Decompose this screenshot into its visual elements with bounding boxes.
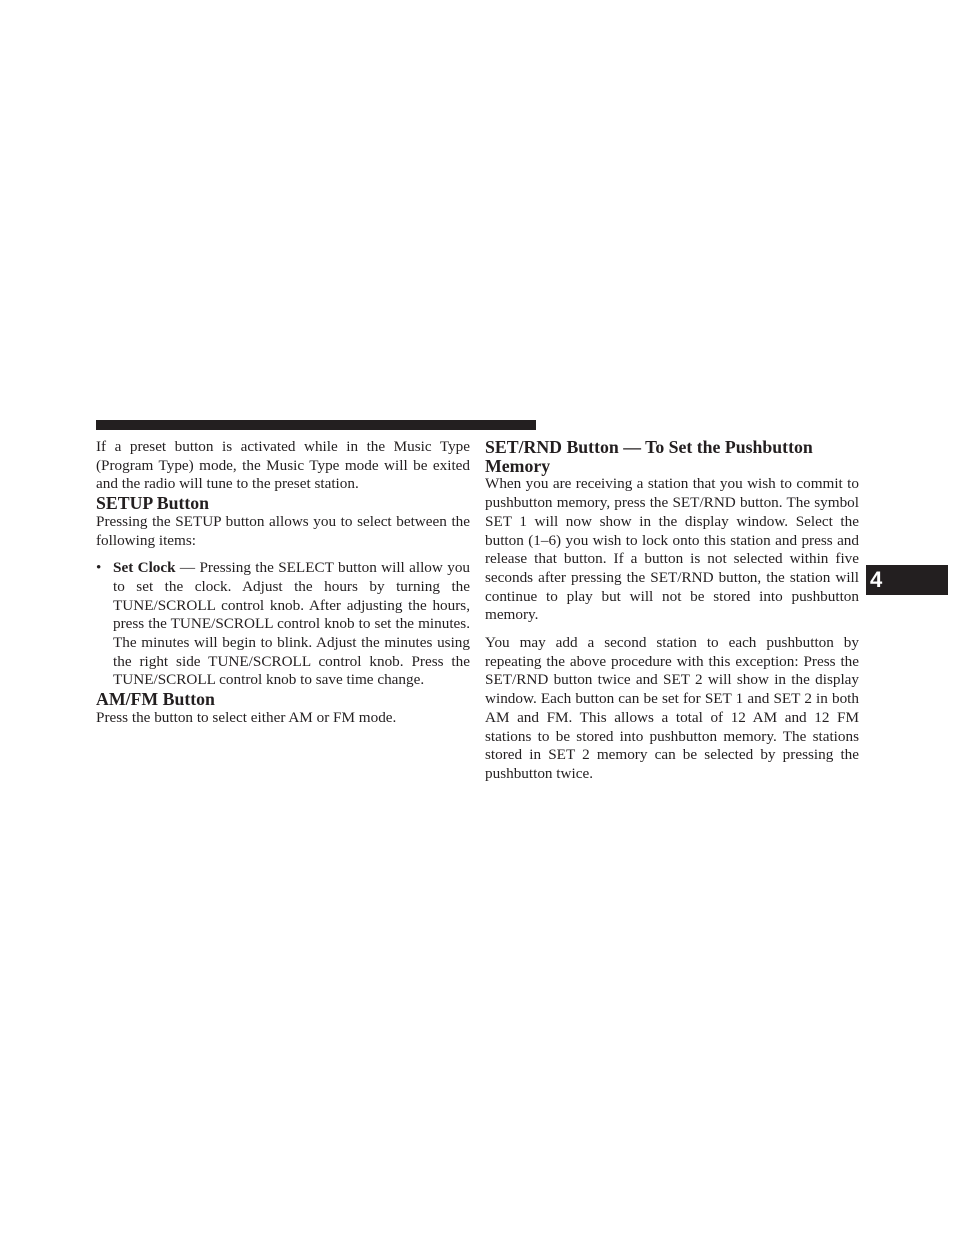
chapter-tab: 4 — [866, 565, 948, 595]
amfm-button-paragraph: Press the button to select either AM or FM mode. — [96, 708, 397, 726]
bullet-icon: • — [96, 559, 102, 577]
setrnd-paragraph-2: You may add a second station to each pushbutton by repeating the above procedure with this exception: Press the SET/RND button twice and SET 2 will show in the display window. Each button can be set for SET 1 and SET 2 in both AM and FM. This allows a total of 12 AM and 12 FM stations to be stored into pushbutton memory. The stations stored in SET 2 memory can be selected by pressing the pushbutton twice. — [485, 634, 859, 782]
setrnd-button-heading: SET/RND Button — To Set the Pushbutton Memory — [485, 437, 813, 476]
left-column — [96, 438, 470, 728]
setup-button-paragraph: Pressing the SETUP button allows you to select between the following items: — [96, 512, 470, 549]
set-clock-description: — Pressing the SELECT button will allow you to set the clock. Adjust the hours by turning the TUNE/SCROLL control knob. After adjusting the hours, press the TUNE/SCROLL control knob to set the minutes. The minutes will begin to blink. Adjust the minutes using the right side TUNE/SCROLL control knob. Press the TUNE/SCROLL control knob to save time change. — [113, 559, 471, 689]
section-divider-bar — [96, 420, 536, 430]
setup-button-heading: SETUP Button — [96, 493, 210, 514]
amfm-button-heading: AM/FM Button — [96, 689, 215, 710]
setup-items-list — [96, 559, 470, 690]
right-column — [485, 438, 859, 784]
set-clock-term: Set Clock — [113, 559, 176, 577]
setrnd-paragraph-1: When you are receiving a station that you wish to commit to pushbutton memory, press the SET/RND button. The symbol SET 1 will now show in the display window. Select the button (1–6) you wish to lock onto this station and press and release that button. If a button is not selected within five seconds after pressing the SET/RND button, the station will continue to play but will not be stored into pushbutton memory. — [485, 475, 859, 624]
list-item — [96, 559, 470, 690]
preset-intro-paragraph: If a preset button is activated while in the Music Type (Program Type) mode, the Music Type mode will be exited and the radio will tune to the preset station. — [96, 438, 470, 493]
